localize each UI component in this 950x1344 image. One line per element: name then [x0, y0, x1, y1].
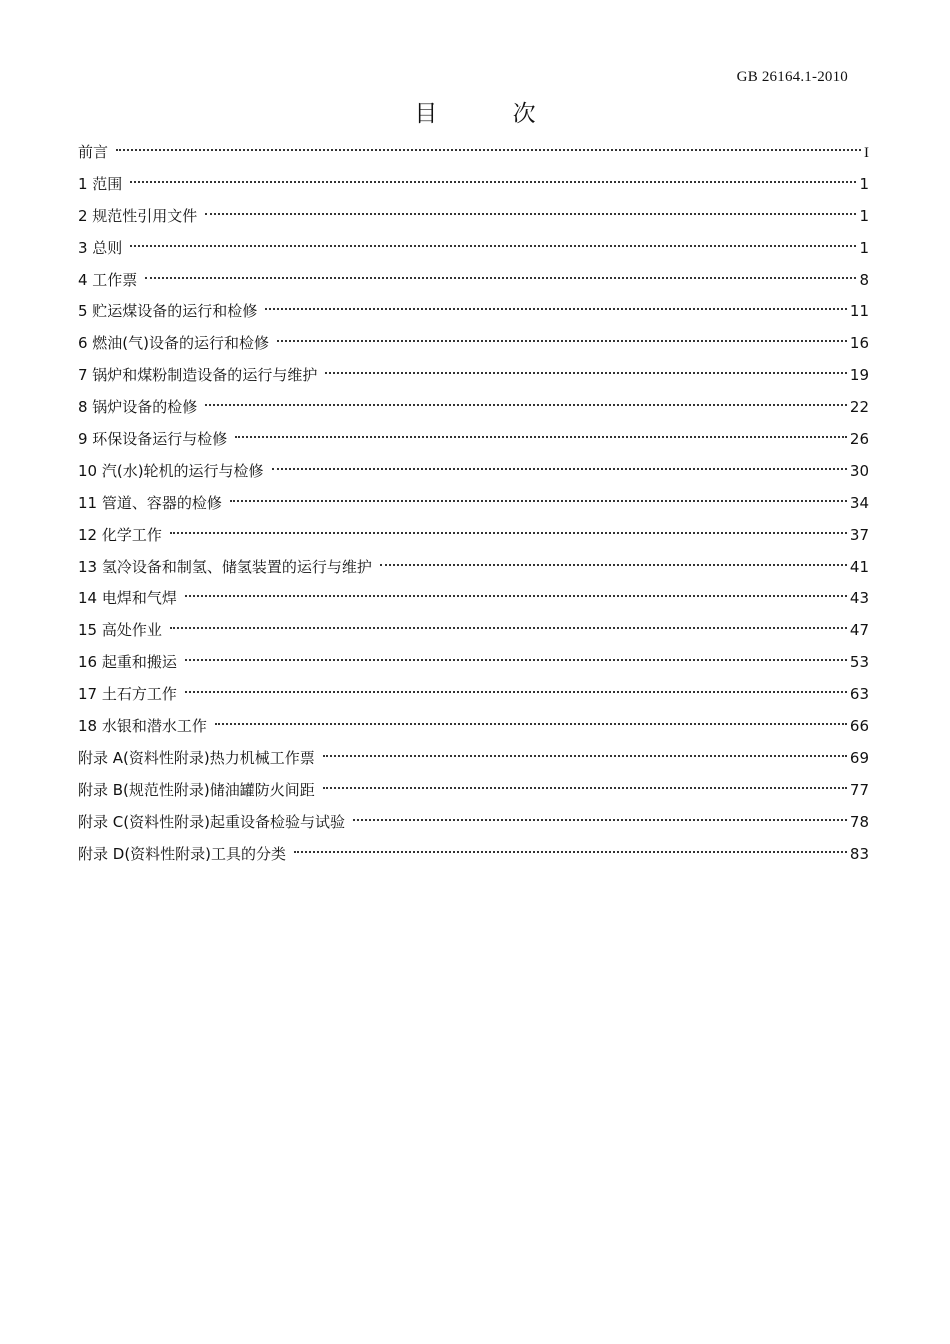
dot-leader	[380, 564, 847, 566]
dot-leader	[323, 755, 847, 757]
toc-entry-label: 14 电焊和气焊	[78, 589, 177, 608]
toc-entry[interactable]	[78, 679, 869, 711]
dot-leader	[130, 181, 856, 183]
toc-entry[interactable]	[78, 615, 869, 647]
dot-leader	[185, 659, 847, 661]
toc-entry[interactable]	[78, 233, 869, 265]
toc-entry-page: 16	[849, 334, 869, 353]
toc-entry-page: 26	[849, 430, 869, 449]
toc-entry-label: 1 范围	[78, 174, 123, 193]
toc-entry-page: 69	[849, 748, 869, 767]
dot-leader	[145, 277, 856, 279]
toc-entry[interactable]	[78, 583, 869, 615]
toc-entry[interactable]	[78, 488, 869, 520]
toc-entry-page: 41	[849, 557, 869, 576]
toc-entry-page: 53	[849, 653, 869, 672]
dot-leader	[130, 245, 856, 247]
toc-entry-page: 1	[859, 206, 869, 225]
toc-entry[interactable]	[78, 711, 869, 743]
toc-entry-label: 8 锅炉设备的检修	[78, 398, 198, 417]
toc-entry[interactable]	[78, 328, 869, 360]
dot-leader	[277, 340, 847, 342]
toc-entry-label: 附录 A(资料性附录)热力机械工作票	[78, 748, 315, 767]
toc-entry-page: 1	[859, 174, 869, 193]
toc-entry[interactable]	[78, 839, 869, 871]
dot-leader	[215, 723, 847, 725]
toc-entry-page: 19	[849, 366, 869, 385]
toc-entry-page: 34	[849, 493, 869, 512]
dot-leader	[170, 627, 847, 629]
toc-entry-page: 43	[849, 589, 869, 608]
dot-leader	[185, 691, 847, 693]
toc-entry-page: 22	[849, 398, 869, 417]
dot-leader	[325, 372, 847, 374]
toc-entry-label: 10 汽(水)轮机的运行与检修	[78, 461, 264, 480]
toc-entry[interactable]	[78, 424, 869, 456]
toc-entry-page: 63	[849, 685, 869, 704]
toc-entry-page: I	[864, 145, 869, 161]
toc-entry-label: 前言	[78, 143, 109, 161]
toc-entry-page: 77	[849, 780, 869, 799]
toc-title: 目 次	[414, 101, 570, 127]
toc-entry-page: 37	[849, 525, 869, 544]
toc-entry[interactable]	[78, 456, 869, 488]
table-of-contents	[78, 137, 869, 870]
toc-entry-label: 15 高处作业	[78, 621, 162, 640]
dot-leader	[230, 500, 847, 502]
toc-entry[interactable]	[78, 169, 869, 201]
toc-entry-label: 附录 C(资料性附录)起重设备检验与试验	[78, 812, 345, 831]
toc-entry[interactable]	[78, 647, 869, 679]
dot-leader	[323, 787, 847, 789]
dot-leader	[265, 308, 847, 310]
toc-entry[interactable]	[78, 392, 869, 424]
toc-entry[interactable]	[78, 296, 869, 328]
toc-entry-page: 1	[859, 238, 869, 257]
dot-leader	[185, 595, 847, 597]
toc-entry-label: 附录 D(资料性附录)工具的分类	[78, 844, 287, 863]
toc-entry[interactable]	[78, 360, 869, 392]
toc-entry[interactable]	[78, 775, 869, 807]
toc-entry-label: 3 总则	[78, 238, 123, 257]
toc-entry[interactable]	[78, 137, 869, 169]
toc-entry-label: 7 锅炉和煤粉制造设备的运行与维护	[78, 366, 318, 385]
dot-leader	[353, 819, 847, 821]
dot-leader	[170, 532, 847, 534]
dot-leader	[294, 851, 847, 853]
toc-entry-label: 4 工作票	[78, 270, 138, 289]
toc-entry-page: 83	[849, 844, 869, 863]
toc-entry-page: 8	[859, 270, 869, 289]
toc-entry-label: 18 水银和潜水工作	[78, 717, 207, 736]
toc-entry-page: 11	[849, 302, 869, 321]
toc-entry[interactable]	[78, 265, 869, 297]
toc-entry-label: 17 土石方工作	[78, 685, 177, 704]
toc-entry[interactable]	[78, 743, 869, 775]
dot-leader	[205, 213, 856, 215]
dot-leader	[116, 149, 861, 151]
dot-leader	[272, 468, 847, 470]
toc-entry-label: 12 化学工作	[78, 525, 162, 544]
toc-entry-page: 66	[849, 717, 869, 736]
toc-entry-label: 2 规范性引用文件	[78, 206, 198, 225]
toc-entry-label: 16 起重和搬运	[78, 653, 177, 672]
toc-entry[interactable]	[78, 520, 869, 552]
dot-leader	[235, 436, 847, 438]
dot-leader	[205, 404, 847, 406]
toc-entry[interactable]	[78, 807, 869, 839]
toc-entry[interactable]	[78, 552, 869, 584]
toc-entry-label: 5 贮运煤设备的运行和检修	[78, 302, 258, 321]
toc-entry-label: 13 氢冷设备和制氢、储氢装置的运行与维护	[78, 557, 372, 576]
toc-entry-label: 11 管道、容器的检修	[78, 493, 222, 512]
standard-number: GB 26164.1-2010	[736, 69, 848, 85]
toc-entry-label: 附录 B(规范性附录)储油罐防火间距	[78, 780, 315, 799]
toc-entry[interactable]	[78, 201, 869, 233]
toc-entry-page: 47	[849, 621, 869, 640]
toc-entry-page: 78	[849, 812, 869, 831]
toc-entry-page: 30	[849, 461, 869, 480]
toc-entry-label: 6 燃油(气)设备的运行和检修	[78, 334, 270, 353]
toc-entry-label: 9 环保设备运行与检修	[78, 430, 228, 449]
